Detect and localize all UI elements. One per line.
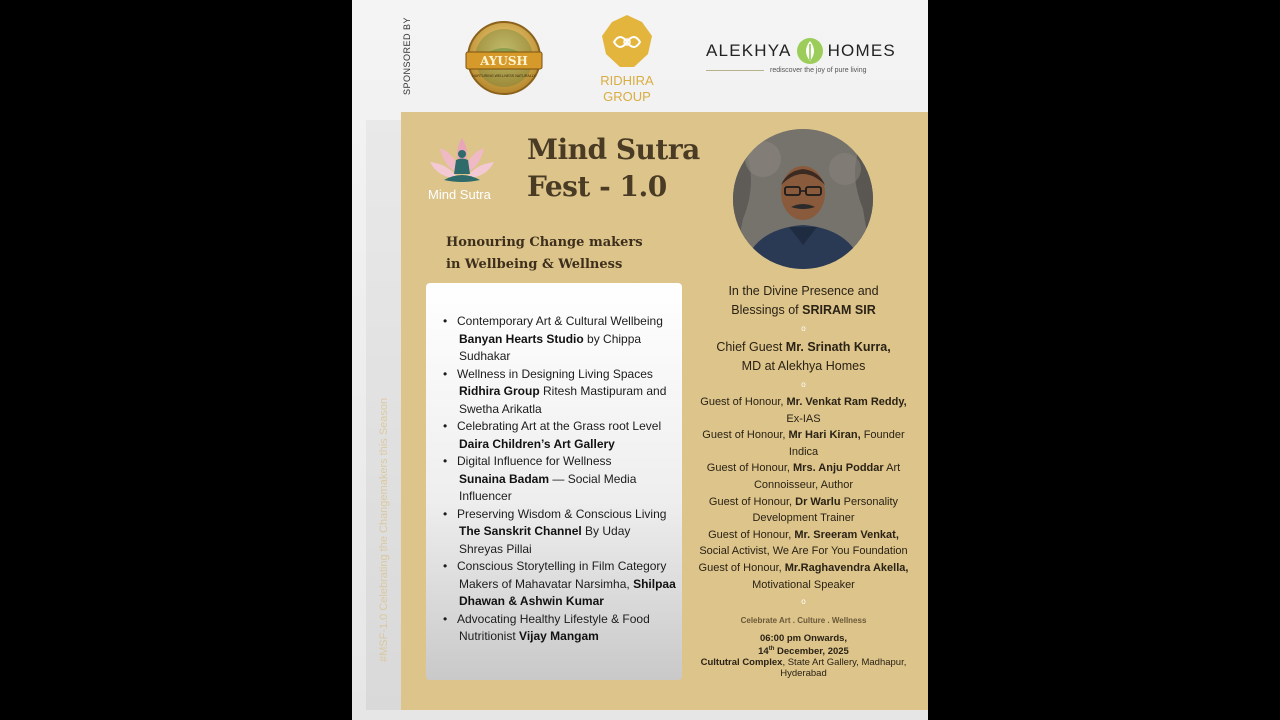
event-date [758, 646, 849, 657]
sriram-sir-portrait [733, 129, 873, 269]
chief-guest-role: MD at Alekhya Homes [741, 359, 866, 373]
event-date-rest: December, 2025 [774, 646, 849, 658]
event-title-line2: Fest - 1.0 [527, 170, 667, 203]
alekhya-word1: ALEKHYA [706, 41, 792, 60]
honouree-category: Digital Influence for Wellness [457, 454, 612, 468]
honouree-details [457, 628, 676, 646]
ridhira-line1: RIDHIRA [600, 73, 654, 88]
separator-dot: o [801, 324, 806, 333]
honouree-details [457, 436, 676, 454]
honouree-credit: Nutritionist [459, 629, 520, 643]
honouree-item [426, 418, 682, 453]
honouree-credit: By Uday Shreyas Pillai [459, 524, 631, 556]
guest-role: Art Connoisseur, Author [753, 462, 901, 491]
sponsored-by-label: SPONSORED BY [402, 16, 412, 95]
guest-prefix: Guest of Honour, [708, 528, 795, 541]
honourees-card [426, 283, 682, 680]
chief-guest-line1 [696, 338, 911, 357]
honouree-name: Daira Children’s Art Gallery [459, 436, 615, 451]
honouree-details [457, 383, 676, 418]
honouree-item [426, 313, 682, 366]
event-subtitle [446, 232, 643, 276]
guest-prefix: Guest of Honour, [706, 462, 794, 475]
honouree-item [426, 506, 682, 559]
leaf-icon [795, 36, 825, 66]
venue-name: Cultutral Complex [700, 657, 783, 669]
bullet-icon: • [443, 314, 448, 328]
honouree-category: Wellness in Designing Living Spaces [457, 366, 653, 381]
event-time: 06:00 pm Onwards, [759, 633, 848, 645]
guest-name: Dr Warlu [795, 495, 841, 508]
guest-name: Mr. Sreeram Venkat, [794, 528, 899, 541]
honouree-category: Conscious Storytelling in Film Category [457, 559, 667, 573]
ayush-tagline: NURTURING WELLNESS NATURALLY [472, 74, 536, 78]
guest-of-honour [696, 394, 911, 427]
guests-column [696, 282, 911, 679]
event-tagline: Celebrate Art . Culture . Wellness [740, 616, 867, 626]
honouree-name: Shilpaa Dhawan & Ashwin Kumar [459, 576, 676, 608]
tagline-rule [706, 70, 764, 71]
event-venue [696, 657, 911, 679]
honouree-credit: Ritesh Mastipuram and Swetha Arikatla [459, 384, 667, 416]
guest-name: Mrs. Anju Poddar [793, 462, 884, 475]
side-hashtag-text: #MSF-1.0 Celebrating the Changemakers this Season [378, 397, 390, 662]
separator-dot: o [801, 597, 806, 607]
event-title [527, 131, 700, 205]
guest-prefix: Guest of Honour, [700, 396, 787, 408]
presence-line2 [696, 301, 911, 320]
event-subtitle-line1: Honouring Change makers [446, 235, 643, 250]
honouree-credit: by Chippa Sudhakar [459, 331, 642, 363]
event-subtitle-line2: in Wellbeing & Wellness [446, 257, 623, 272]
bullet-icon: • [443, 559, 448, 573]
bullet-icon: • [443, 419, 448, 433]
chief-guest-pre: Chief Guest [716, 340, 786, 354]
presence-name: SRIRAM SIR [802, 303, 876, 317]
guest-role: Social Activist, We Are For You Foundation [699, 545, 908, 558]
guest-of-honour [696, 494, 911, 527]
honouree-name: The Sanskrit Channel [459, 524, 582, 538]
guest-role: Ex-IAS [786, 412, 821, 425]
honouree-details [457, 331, 676, 366]
alekhya-word2: HOMES [827, 41, 896, 60]
ridhira-line2: GROUP [603, 89, 651, 104]
honouree-item [426, 558, 682, 611]
divine-presence [696, 282, 911, 320]
guests-of-honour-list [696, 394, 911, 593]
honouree-name: Banyan Hearts Studio [459, 331, 584, 346]
guest-of-honour [696, 560, 911, 593]
bullet-icon: • [443, 366, 448, 381]
bullet-icon: • [443, 611, 448, 626]
chief-guest-name: Mr. Srinath Kurra, [785, 340, 891, 354]
chief-guest [696, 338, 911, 376]
honouree-item [426, 366, 682, 419]
venue-address: , State Art Gallery, Madhapur, Hyderabad [780, 657, 907, 680]
presence-line1: In the Divine Presence and [728, 284, 879, 298]
honouree-credit: Makers of Mahavatar Narsimha, [459, 576, 634, 591]
guest-role: Founder Indica [788, 429, 905, 458]
mind-sutra-logo-label: Mind Sutra [428, 187, 491, 202]
guest-name: Mr.Raghavendra Akella, [784, 561, 909, 574]
ayush-name: AYUSH [480, 54, 528, 68]
guest-name: Mr Hari Kiran, [788, 429, 861, 442]
honouree-name: Sunaina Badam [459, 471, 550, 486]
honouree-category: Preserving Wisdom & Conscious Living [457, 506, 667, 521]
guest-of-honour [696, 427, 911, 460]
honourees-list [426, 313, 682, 646]
guest-name: Mr. Venkat Ram Reddy, [786, 396, 907, 408]
honouree-credit: — Social Media Influencer [459, 471, 637, 503]
alekhya-tagline: rediscover the joy of pure living [770, 67, 867, 74]
honouree-name: Vijay Mangam [519, 629, 599, 643]
guest-prefix: Guest of Honour, [698, 561, 785, 574]
event-date-day: 14 [758, 646, 769, 658]
honouree-category: Celebrating Art at the Grass root Level [457, 419, 662, 433]
honouree-name: Ridhira Group [459, 384, 540, 398]
honouree-category: Contemporary Art & Cultural Wellbeing [457, 314, 663, 328]
guest-prefix: Guest of Honour, [702, 429, 789, 442]
bullet-icon: • [443, 506, 448, 521]
event-date-suffix: th [768, 646, 775, 653]
guest-role: Motivational Speaker [752, 578, 855, 591]
ayush-logo [460, 20, 548, 98]
ridhira-group-logo [592, 12, 662, 104]
guest-prefix: Guest of Honour, [708, 495, 796, 508]
separator-dot: o [801, 380, 806, 389]
honouree-item [426, 453, 682, 506]
honouree-item [426, 611, 682, 646]
guest-of-honour [696, 460, 911, 493]
event-schedule [696, 633, 911, 679]
honouree-category: Advocating Healthy Lifestyle & Food [457, 611, 650, 626]
alekhya-homes-logo [706, 36, 896, 86]
honouree-details [457, 576, 676, 611]
guest-role: Personality Development Trainer [752, 495, 899, 525]
presence-pre: Blessings of [731, 303, 803, 317]
honouree-details [457, 523, 676, 558]
event-poster [352, 0, 928, 720]
honouree-details [457, 471, 676, 506]
guest-of-honour [696, 527, 911, 560]
event-title-line1: Mind Sutra [527, 133, 700, 166]
bullet-icon: • [443, 454, 448, 468]
